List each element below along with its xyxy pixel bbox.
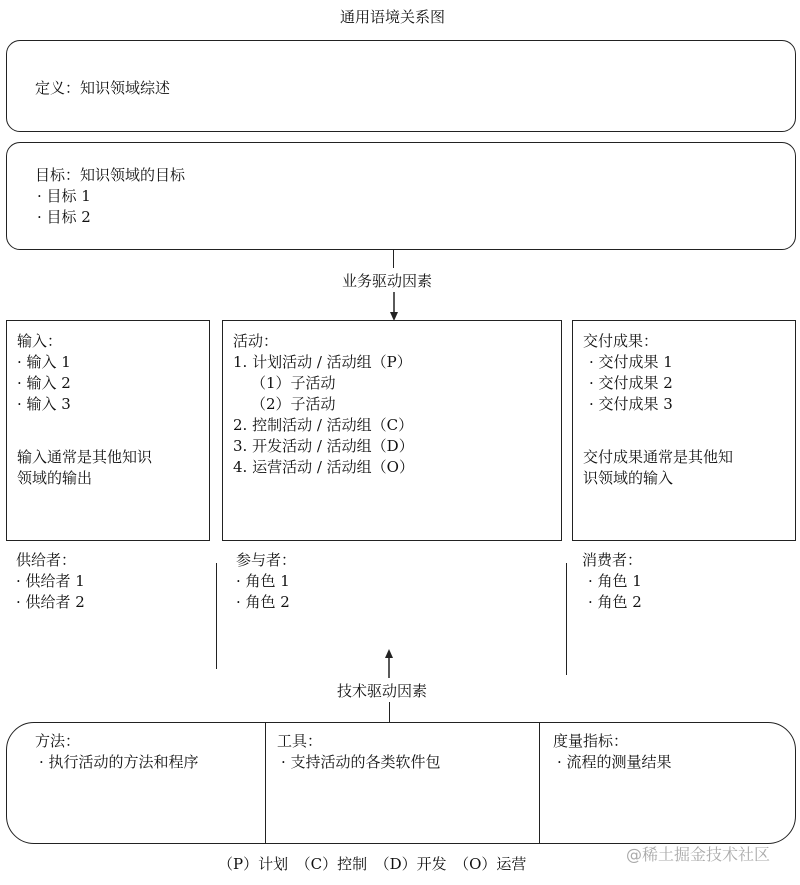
activity-item: 2. 控制活动 / 活动组（C） xyxy=(233,416,414,434)
consumer-item: · 角色 2 xyxy=(588,593,642,611)
deliverables-heading: 交付成果： xyxy=(583,332,659,350)
section-divider xyxy=(539,723,540,843)
input-item: · 输入 2 xyxy=(17,374,71,392)
divider-line xyxy=(216,563,217,669)
arrow-down-icon xyxy=(386,292,402,322)
tech-box xyxy=(6,722,796,844)
inputs-note-line: 输入通常是其他知识 xyxy=(17,448,153,466)
participant-item: · 角色 2 xyxy=(236,593,290,611)
watermark: @稀土掘金技术社区 xyxy=(626,845,771,864)
deliverables-box xyxy=(572,320,796,541)
metric-item: · 流程的测量结果 xyxy=(557,753,672,771)
arrow-up-icon xyxy=(381,648,397,678)
legend: （P）计划 （C）控制 （D）开发 （O）运营 xyxy=(218,855,527,873)
goal-item: · 目标 1 xyxy=(37,187,91,205)
activities-heading: 活动： xyxy=(233,332,279,350)
goals-heading: 目标：知识领域的目标 xyxy=(35,166,186,184)
tool-item: · 支持活动的各类软件包 xyxy=(281,753,441,771)
deliverables-note-line: 识领域的输入 xyxy=(583,469,674,487)
goals-content xyxy=(35,165,185,228)
inputs-content xyxy=(17,331,71,415)
activity-item: 4. 运营活动 / 活动组（O） xyxy=(233,458,414,476)
supplier-item: · 供给者 1 xyxy=(16,572,85,590)
activity-item: 3. 开发活动 / 活动组（D） xyxy=(233,437,414,455)
consumers-heading: 消费者： xyxy=(582,551,643,569)
activities-box xyxy=(222,320,562,541)
section-divider xyxy=(265,723,266,843)
business-drivers-label: 业务驱动因素 xyxy=(342,272,433,290)
metrics-heading: 度量指标： xyxy=(553,732,629,750)
definition-box xyxy=(6,40,796,132)
inputs-box xyxy=(6,320,210,541)
deliverable-item: · 交付成果 1 xyxy=(589,353,673,371)
inputs-heading: 输入： xyxy=(17,332,63,350)
sub-activity-item: （2）子活动 xyxy=(251,395,336,413)
diagram-title: 通用语境关系图 xyxy=(340,8,446,26)
method-item: · 执行活动的方法和程序 xyxy=(39,753,199,771)
tools-section xyxy=(277,731,441,773)
suppliers-section xyxy=(16,550,85,613)
inputs-note-line: 领域的输出 xyxy=(17,469,93,487)
suppliers-heading: 供给者： xyxy=(16,551,77,569)
deliverable-item: · 交付成果 3 xyxy=(589,395,673,413)
connector-line xyxy=(393,250,394,268)
sub-activity-item: （1）子活动 xyxy=(251,374,336,392)
participants-section xyxy=(236,550,296,613)
participants-heading: 参与者： xyxy=(236,551,297,569)
activity-item: 1. 计划活动 / 活动组（P） xyxy=(233,353,412,371)
supplier-item: · 供给者 2 xyxy=(16,593,85,611)
deliverables-note-line: 交付成果通常是其他知 xyxy=(583,448,734,466)
metrics-section xyxy=(553,731,672,773)
input-item: · 输入 1 xyxy=(17,353,71,371)
methods-section xyxy=(35,731,199,773)
technical-drivers-label: 技术驱动因素 xyxy=(337,682,428,700)
connector-line xyxy=(389,702,390,723)
goal-item: · 目标 2 xyxy=(37,208,91,226)
deliverable-item: · 交付成果 2 xyxy=(589,374,673,392)
input-item: · 输入 3 xyxy=(17,395,71,413)
consumer-item: · 角色 1 xyxy=(588,572,642,590)
tools-heading: 工具： xyxy=(277,732,323,750)
deliverables-note xyxy=(583,447,733,489)
activities-content xyxy=(233,331,414,478)
participant-item: · 角色 1 xyxy=(236,572,290,590)
deliverables-content xyxy=(583,331,673,415)
divider-line xyxy=(566,563,567,675)
definition-text: 定义：知识领域综述 xyxy=(35,79,171,97)
methods-heading: 方法： xyxy=(35,732,81,750)
consumers-section xyxy=(582,550,642,613)
inputs-note xyxy=(17,447,152,489)
goals-box xyxy=(6,142,796,250)
